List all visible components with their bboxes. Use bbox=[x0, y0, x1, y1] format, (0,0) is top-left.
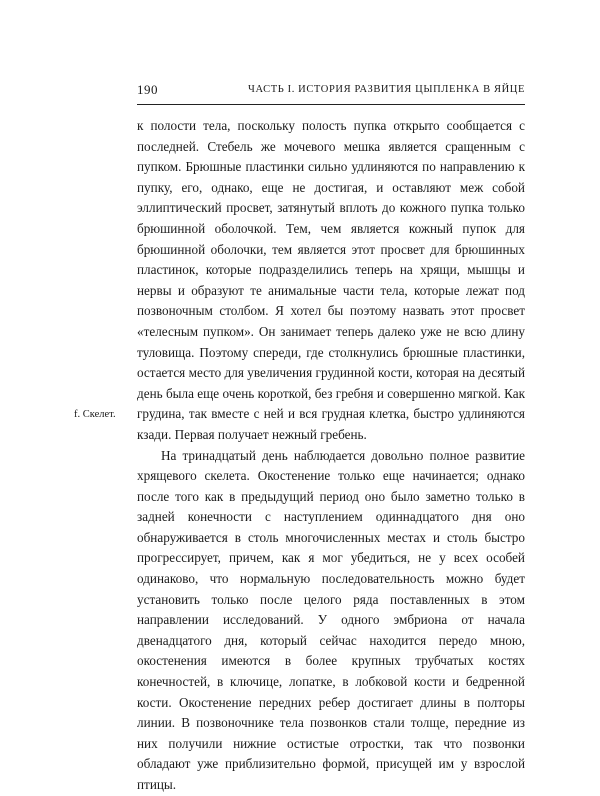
margin-note: f. Скелет. bbox=[74, 409, 116, 420]
body-text bbox=[137, 116, 525, 796]
page-number: 190 bbox=[137, 82, 158, 97]
page-header bbox=[137, 82, 525, 105]
paragraph: к полости тела, поскольку полость пупка открыто сообщается с последней. Стебель же мочевого мешка является сращенным с пупком. Брюшные пластинки сильно удлиняются по направлению к пупку, его, однако, еще не достигая, и оставляют меж собой эллиптический просвет, затянутый вплоть до кожного пупка только брюшинной оболочкой. Тем, чем является кожный пупок для брюшинной оболочки, тем является этот просвет для брюшинных пластинок, которые подразделились теперь на хрящи, мышцы и нервы и образуют те анимальные части тела, которые лежат под позвоночным столбом. Я хотел бы поэтому назвать этот просвет «телесным пупком». Он занимает теперь далеко уже не всю длину туловища. Поэтому спереди, где столкнулись брюшные пластинки, остается место для увеличения грудинной кости, которая на десятый день была еще очень короткой, без гребня и совершенно мягкой. Как грудина, так вместе с ней и вся грудная клетка, быстро удлиняются кзади. Первая получает нежный гребень. bbox=[137, 118, 525, 442]
paragraph: На тринадцатый день наблюдается довольно полное развитие хрящевого скелета. Окостенение только еще начинается; однако после того как в предыдущий период оно было заметно только в задней конечности с наступлением одиннадцатого дня оно обнаруживается в столь многочисленных местах и столь быстро прогрессирует, причем, как я мог убедиться, не у всех особей одинаково, что нормальную последовательность можно будет установить только после целого ряда поставленных в этом направлении исследований. У одного эмбриона от начала двенадцатого дня, который сейчас находится передо мною, окостенения имеются в более крупных трубчатых костях конечностей, в ключице, лопатке, в лобковой кости и бедренной кости. Окостенение передних ребер достигает длины в полторы линии. В позвоночнике тела позвонков стали толще, передние из них получили нижние остистые отростки, так что позвонки обладают уже приблизительно формой, присущей им у взрослой птицы. bbox=[137, 447, 525, 792]
running-head: ЧАСТЬ I. ИСТОРИЯ РАЗВИТИЯ ЦЫПЛЕНКА В ЯЙЦЕ bbox=[248, 84, 525, 95]
